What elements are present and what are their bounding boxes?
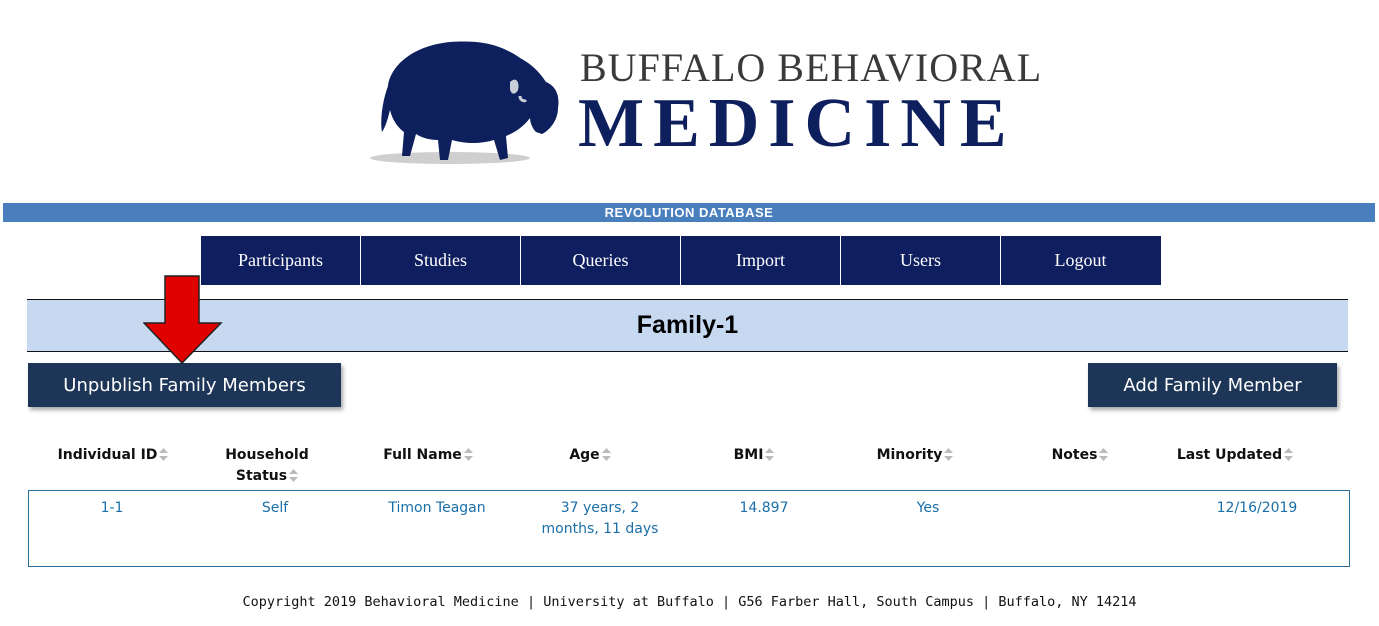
cell-age-line1: 37 years, 2 [560, 500, 640, 516]
cell-minority[interactable]: Yes [916, 500, 940, 516]
nav-queries[interactable]: Queries [521, 236, 681, 285]
cell-full-name[interactable]: Timon Teagan [388, 500, 486, 516]
cell-household-status[interactable]: Self [261, 500, 289, 516]
sort-icon[interactable] [944, 448, 953, 461]
sort-icon[interactable] [602, 448, 611, 461]
header-notes[interactable] [1044, 445, 1116, 466]
header-last-updated-label: Last Updated [1176, 447, 1283, 463]
header-household-status[interactable] [212, 445, 322, 487]
sort-icon[interactable] [289, 469, 298, 482]
header-household-status-line1: Household [225, 447, 309, 463]
cell-age-line2: months, 11 days [541, 521, 659, 537]
sort-icon[interactable] [159, 448, 168, 461]
header-bmi[interactable] [726, 445, 782, 466]
family-members-table [28, 490, 1350, 567]
main-nav [201, 236, 1161, 285]
family-title-bar [27, 299, 1348, 352]
header-full-name[interactable] [372, 445, 484, 466]
unpublish-family-members-button[interactable]: Unpublish Family Members [28, 363, 341, 407]
header-household-status-line2: Status [235, 468, 288, 484]
header-notes-label: Notes [1051, 447, 1098, 463]
nav-users[interactable]: Users [841, 236, 1001, 285]
header-bmi-label: BMI [733, 447, 764, 463]
nav-import[interactable]: Import [681, 236, 841, 285]
nav-studies[interactable]: Studies [361, 236, 521, 285]
footer-copyright: Copyright 2019 Behavioral Medicine | University at Buffalo | G56 Farber Hall, South Campus | Buffalo, NY 14214 [242, 594, 1137, 610]
brand-top-text: BUFFALO BEHAVIORAL [580, 45, 1043, 90]
sort-icon[interactable] [1284, 448, 1293, 461]
cell-bmi[interactable]: 14.897 [739, 500, 789, 516]
cell-age[interactable] [528, 498, 672, 540]
brand-main-text: MEDICINE [578, 85, 1016, 162]
cell-last-updated[interactable]: 12/16/2019 [1216, 500, 1298, 516]
header-individual-id[interactable] [52, 445, 174, 466]
sort-icon[interactable] [1099, 448, 1108, 461]
header-minority[interactable] [868, 445, 962, 466]
header-minority-label: Minority [876, 447, 943, 463]
sort-icon[interactable] [464, 448, 473, 461]
add-family-member-button[interactable]: Add Family Member [1088, 363, 1337, 407]
header-age-label: Age [569, 447, 600, 463]
family-title: Family-1 [636, 311, 739, 339]
sort-icon[interactable] [765, 448, 774, 461]
header-individual-id-label: Individual ID [57, 447, 158, 463]
nav-logout[interactable]: Logout [1001, 236, 1161, 285]
header-full-name-label: Full Name [383, 447, 462, 463]
header-age[interactable] [560, 445, 620, 466]
cell-individual-id[interactable]: 1-1 [100, 500, 124, 516]
header-last-updated[interactable] [1170, 445, 1300, 466]
red-arrow-down-icon [143, 275, 223, 365]
nav-participants[interactable]: Participants [201, 236, 361, 285]
database-banner: REVOLUTION DATABASE [3, 203, 1375, 222]
